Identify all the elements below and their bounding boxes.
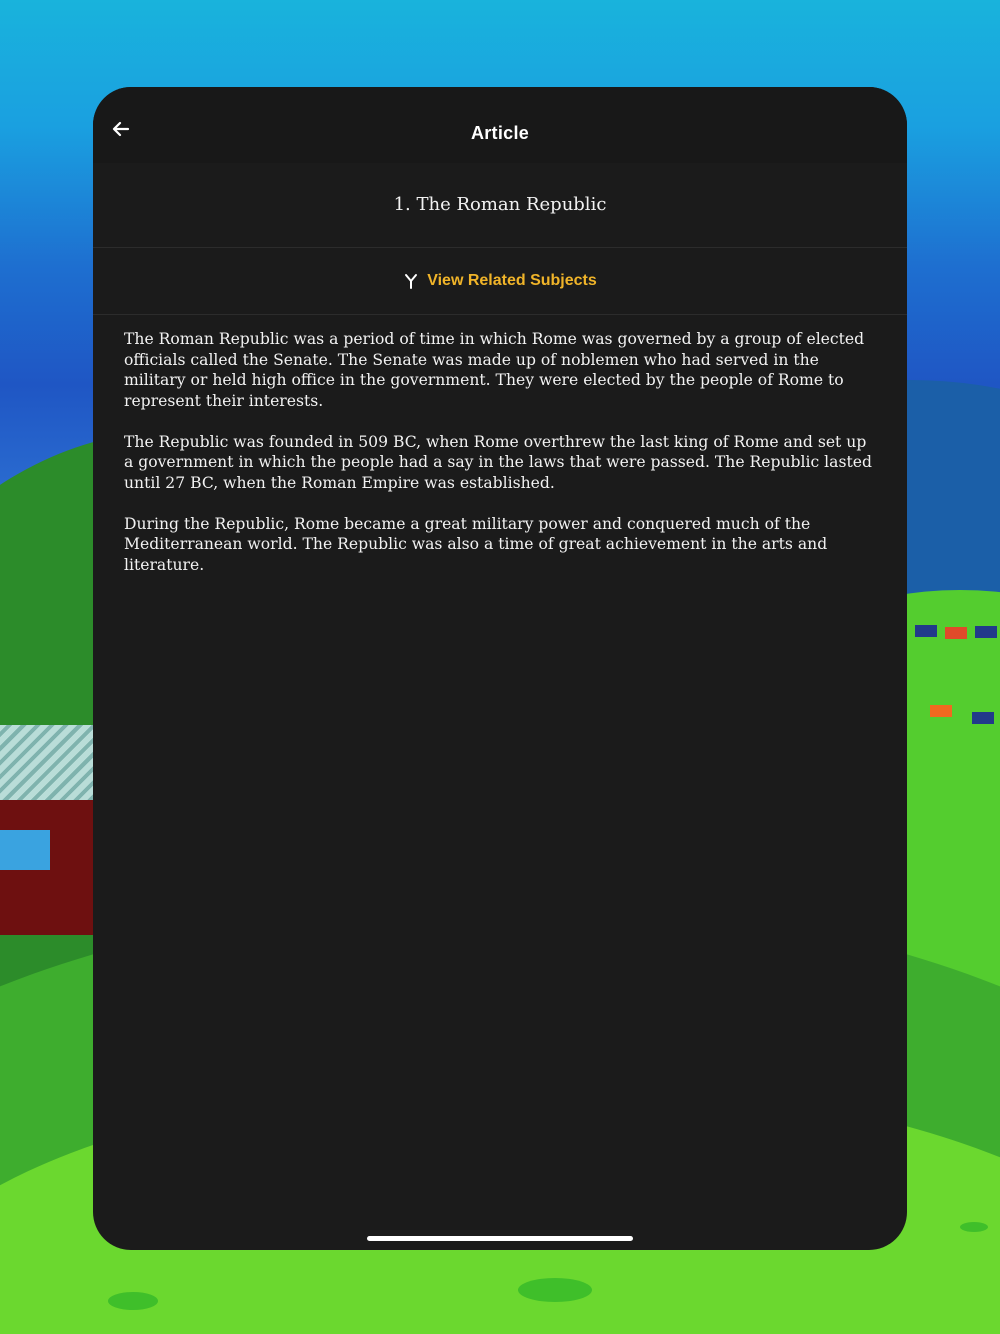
article-title: 1. The Roman Republic	[393, 193, 607, 215]
article-header	[93, 163, 907, 248]
field-patch	[108, 1292, 158, 1310]
home-indicator	[367, 1236, 633, 1241]
field-patch	[960, 1222, 988, 1232]
house	[945, 627, 967, 639]
house	[975, 626, 997, 638]
barn-roof-small	[0, 830, 50, 870]
view-related-subjects-label: View Related Subjects	[427, 272, 597, 289]
article-paragraph: During the Republic, Rome became a great military power and conquered much of the Mediterranean world. The Republic was also a time of great achievement in the arts and literature.	[124, 514, 828, 574]
article-paragraph: The Roman Republic was a period of time in which Rome was governed by a group of elected officials called the Senate. The Senate was made up of noblemen who had served in the military or held high office in the government. They were elected by the people of Rome to represent their interests.	[124, 330, 865, 410]
field-patch	[518, 1278, 592, 1302]
article-panel	[93, 87, 907, 1250]
house	[930, 705, 952, 717]
navigation-bar	[93, 87, 907, 163]
house	[915, 625, 937, 637]
house	[972, 712, 994, 724]
view-related-subjects-button[interactable]	[93, 248, 907, 315]
nav-title: Article	[470, 123, 530, 143]
article-body	[124, 329, 876, 596]
branch-icon	[403, 273, 419, 289]
article-paragraph: The Republic was founded in 509 BC, when Rome overthrew the last king of Rome and set up a government in which the people had a say in the laws that were passed. The Republic lasted until 27 BC, when the Roman Empire was established.	[124, 432, 872, 492]
